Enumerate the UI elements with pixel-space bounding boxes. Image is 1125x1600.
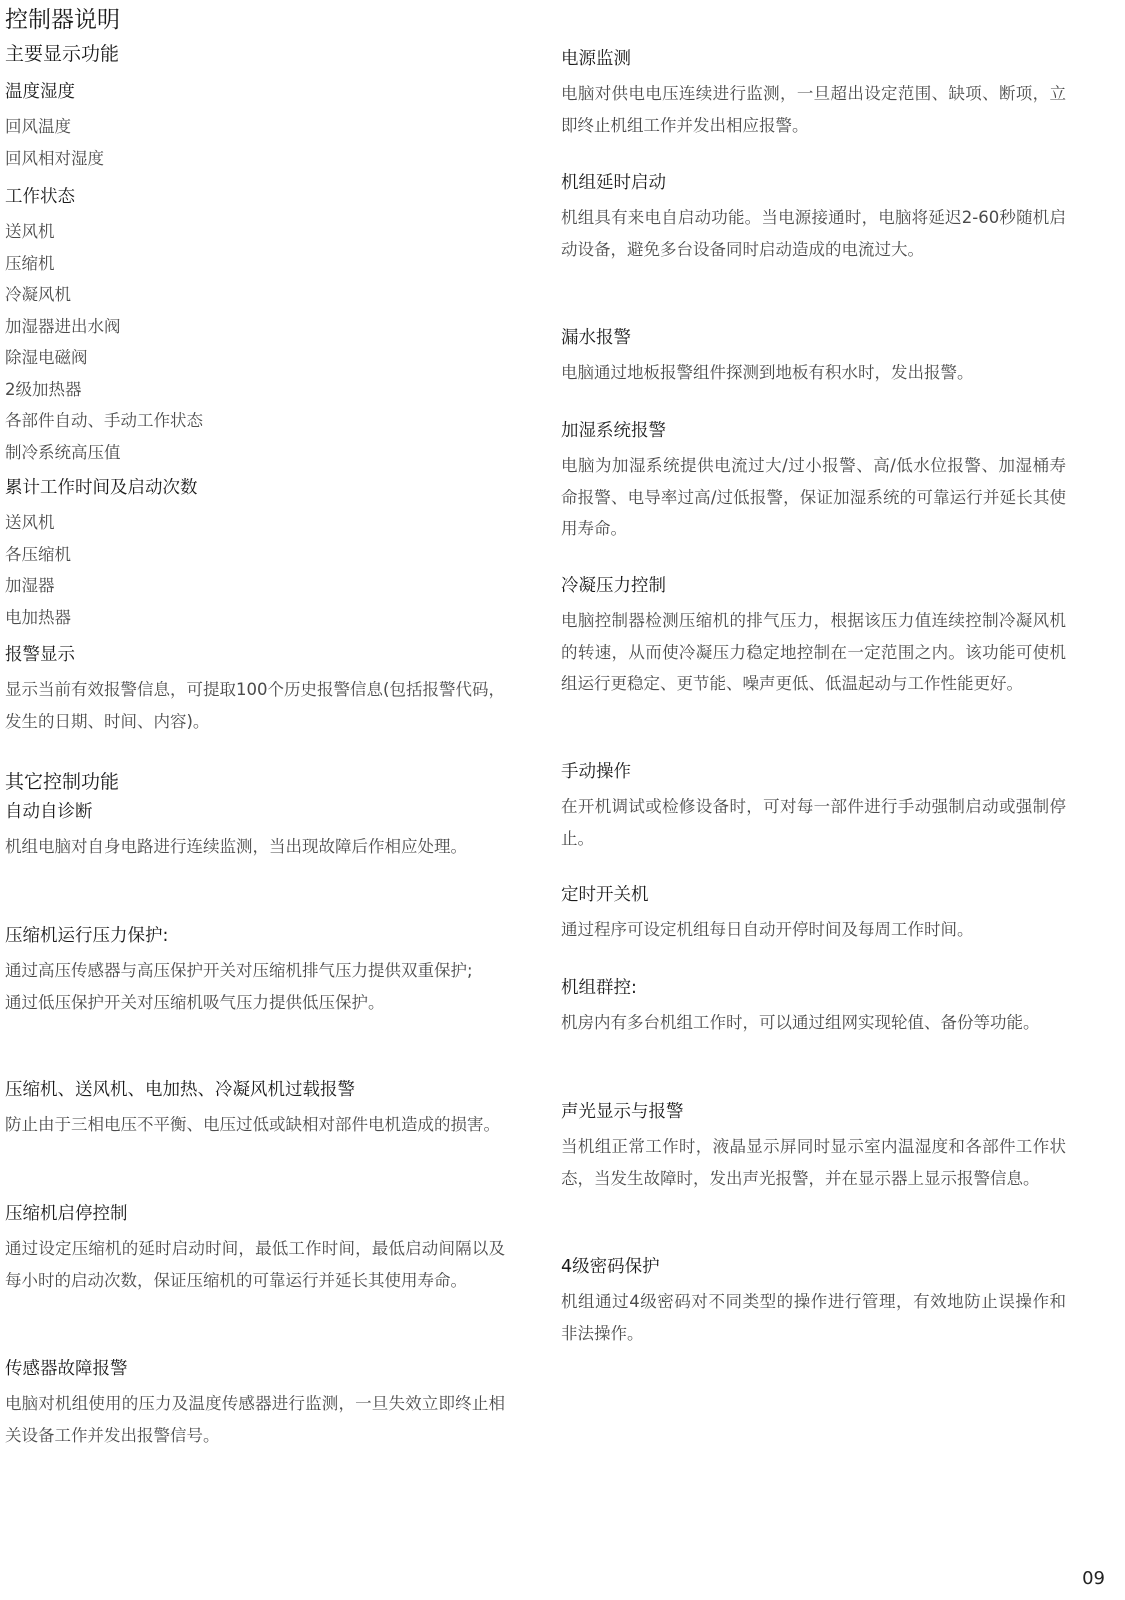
list-item: 各部件自动、手动工作状态: [5, 411, 203, 430]
function-title: 压缩机、送风机、电加热、冷凝风机过载报警: [5, 1080, 355, 1100]
function-item-compressor-pressure-protection: [5, 924, 505, 1018]
function-description: 机房内有多台机组工作时，可以通过组网实现轮值、备份等功能。: [561, 1013, 1040, 1032]
display-group-temperature-humidity: [5, 80, 505, 174]
function-title: 漏水报警: [561, 328, 631, 348]
function-title: 压缩机启停控制: [5, 1204, 128, 1224]
function-description: 当机组正常工作时，液晶显示屏同时显示室内温湿度和各部件工作状态，当发生故障时，发出声光报警，并在显示器上显示报警信息。: [561, 1137, 1066, 1188]
function-title: 机组延时启动: [561, 173, 666, 193]
function-item-water-leak-alarm: [561, 326, 1066, 389]
function-description: 电脑通过地板报警组件探测到地板有积水时，发出报警。: [561, 363, 974, 382]
page-title: 控制器说明: [5, 7, 120, 33]
function-description: 通过程序可设定机组每日自动开停时间及每周工作时间。: [561, 920, 974, 939]
section-title-main-display: 主要显示功能: [5, 43, 120, 65]
function-title: 自动自诊断: [5, 802, 93, 822]
function-description: 通过设定压缩机的延时启动时间，最低工作时间，最低启动间隔以及每小时的启动次数，保证压缩机的可靠运行并延长其使用寿命。: [5, 1239, 505, 1290]
list-item: 除湿电磁阀: [5, 348, 88, 367]
list-item: 冷凝风机: [5, 285, 71, 304]
function-description: 通过低压保护开关对压缩机吸气压力提供低压保护。: [5, 992, 385, 1012]
function-description: 在开机调试或检修设备时，可对每一部件进行手动强制启动或强制停止。: [561, 797, 1066, 848]
function-description: 电脑为加湿系统提供电流过大/过小报警、高/低水位报警、加湿桶寿命报警、电导率过高/过低报警，保证加湿系统的可靠运行并延长其使用寿命。: [561, 456, 1066, 538]
function-item-sensor-fault-alarm: [5, 1357, 505, 1451]
function-item-group-control: [561, 976, 1066, 1039]
list-item: 加湿器: [5, 576, 55, 595]
display-group-runtime-counts: [5, 476, 505, 633]
list-item: 2级加热器: [5, 379, 82, 399]
function-item-audio-visual-alarm: [561, 1100, 1066, 1194]
function-item-humidifier-alarm: [561, 419, 1066, 545]
function-item-scheduled-on-off: [561, 883, 1066, 946]
function-item-condensing-pressure-control: [561, 574, 1066, 700]
function-title: 加湿系统报警: [561, 421, 666, 441]
list-item: 回风相对湿度: [5, 148, 104, 168]
group-heading: 温度湿度: [5, 82, 75, 102]
function-description: 电脑对供电电压连续进行监测，一旦超出设定范围、缺项、断项，立即终止机组工作并发出相应报警。: [561, 84, 1066, 135]
function-title: 手动操作: [561, 762, 631, 782]
function-description: 通过高压传感器与高压保护开关对压缩机排气压力提供双重保护;: [5, 961, 473, 980]
display-group-alarm-display: [5, 643, 505, 737]
function-item-overload-alarm: [5, 1078, 505, 1141]
list-item: 压缩机: [5, 253, 55, 273]
function-item-password-protection: [561, 1255, 1066, 1349]
function-item-self-diagnosis: [5, 800, 505, 863]
function-description: 机组通过4级密码对不同类型的操作进行管理，有效地防止误操作和非法操作。: [561, 1292, 1066, 1343]
function-title: 机组群控:: [561, 978, 637, 998]
function-description: 机组电脑对自身电路进行连续监测，当出现故障后作相应处理。: [5, 837, 467, 856]
function-item-compressor-start-stop: [5, 1202, 505, 1296]
function-title: 冷凝压力控制: [561, 576, 666, 596]
function-title: 传感器故障报警: [5, 1359, 128, 1379]
function-title: 声光显示与报警: [561, 1102, 684, 1122]
function-title: 4级密码保护: [561, 1257, 660, 1277]
function-item-power-monitoring: [561, 47, 1066, 141]
list-item: 送风机: [5, 222, 55, 241]
group-heading: 累计工作时间及启动次数: [5, 478, 198, 498]
function-description: 防止由于三相电压不平衡、电压过低或缺相对部件电机造成的损害。: [5, 1115, 500, 1134]
page-number: 09: [1082, 1568, 1105, 1589]
function-title: 压缩机运行压力保护:: [5, 926, 169, 946]
function-description: 电脑对机组使用的压力及温度传感器进行监测，一旦失效立即终止相关设备工作并发出报警信号。: [5, 1394, 505, 1445]
list-item: 送风机: [5, 513, 55, 532]
function-item-manual-operation: [561, 760, 1066, 854]
group-heading: 报警显示: [5, 645, 75, 665]
list-item: 制冷系统高压值: [5, 442, 121, 462]
group-description: 显示当前有效报警信息，可提取100个历史报警信息(包括报警代码，发生的日期、时间、内容)。: [5, 680, 505, 731]
group-heading: 工作状态: [5, 187, 75, 207]
function-description: 机组具有来电自启动功能。当电源接通时，电脑将延迟2-60秒随机启动设备，避免多台设备同时启动造成的电流过大。: [561, 208, 1066, 259]
section-title-other-functions: 其它控制功能: [5, 771, 120, 793]
list-item: 电加热器: [5, 607, 71, 627]
list-item: 加湿器进出水阀: [5, 316, 121, 336]
function-title: 电源监测: [561, 49, 631, 69]
display-group-work-status: [5, 185, 505, 468]
function-description: 电脑控制器检测压缩机的排气压力，根据该压力值连续控制冷凝风机的转速，从而使冷凝压力稳定地控制在一定范围之内。该功能可使机组运行更稳定、更节能、噪声更低、低温起动与工作性能更好。: [561, 611, 1066, 693]
list-item: 各压缩机: [5, 544, 71, 564]
list-item: 回风温度: [5, 117, 71, 136]
function-title: 定时开关机: [561, 885, 649, 905]
function-item-delayed-start: [561, 171, 1066, 265]
